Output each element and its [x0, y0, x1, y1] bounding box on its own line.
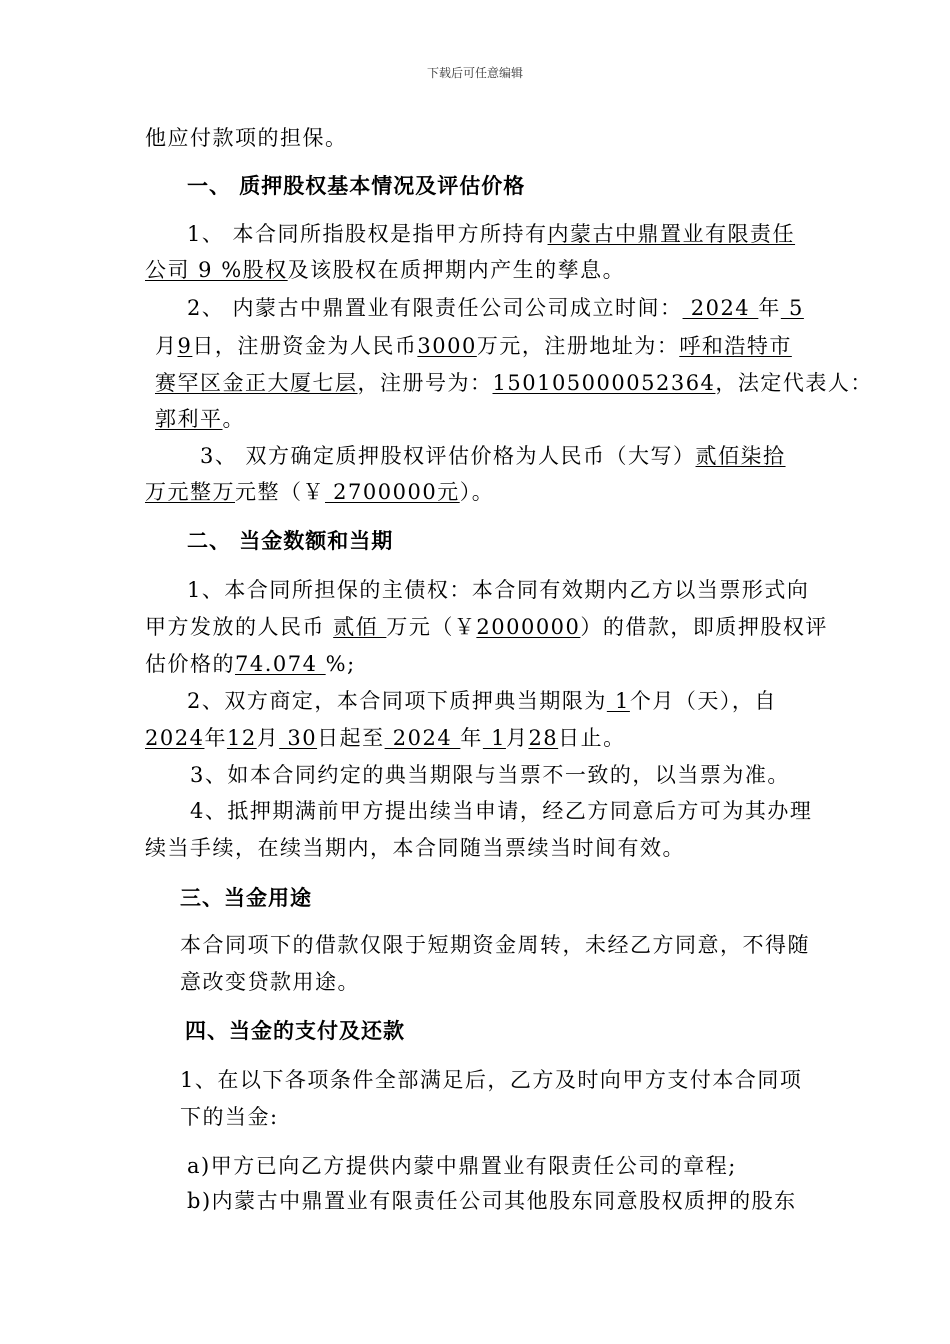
- section-heading-1: 一、 质押股权基本情况及评估价格: [187, 174, 526, 198]
- section-heading-2: 二、 当金数额和当期: [187, 529, 394, 553]
- paragraph-line: 他应付款项的担保。: [145, 126, 348, 150]
- page-header-note: 下载后可任意编辑: [426, 66, 523, 80]
- paragraph-line: 2、 内蒙古中鼎置业有限责任公司公司成立时间： 2024 年 5: [187, 296, 804, 320]
- paragraph-line: 续当手续，在续当期内，本合同随当票续当时间有效。: [145, 836, 685, 860]
- paragraph-line: 1、在以下各项条件全部满足后，乙方及时向甲方支付本合同项: [180, 1068, 803, 1092]
- list-item: b)内蒙古中鼎置业有限责任公司其他股东同意股权质押的股东: [187, 1189, 797, 1213]
- paragraph-line: 1、 本合同所指股权是指甲方所持有内蒙古中鼎置业有限责任: [187, 222, 796, 246]
- paragraph-line: 1、本合同所担保的主债权：本合同有效期内乙方以当票形式向: [187, 578, 810, 602]
- paragraph-line: 下的当金:: [180, 1105, 279, 1129]
- list-item: a)甲方已向乙方提供内蒙中鼎置业有限责任公司的章程;: [187, 1154, 737, 1178]
- paragraph-line: 万元整万元整（￥ 2700000元）。: [145, 480, 495, 504]
- paragraph-line: 公司 9 %股权及该股权在质押期内产生的孳息。: [145, 258, 626, 282]
- paragraph-line: 2、双方商定，本合同项下质押典当期限为 1个月（天），自: [187, 689, 777, 713]
- paragraph-line: 3、 双方确定质押股权评估价格为人民币（大写）贰佰柒拾: [200, 444, 786, 468]
- paragraph-line: 赛罕区金正大厦七层，注册号为：150105000052364，法定代表人：: [155, 371, 873, 395]
- paragraph-line: 甲方发放的人民币 贰佰 万元（￥2000000）的借款，即质押股权评: [145, 615, 828, 639]
- paragraph-line: 本合同项下的借款仅限于短期资金周转，未经乙方同意，不得随: [180, 933, 810, 957]
- paragraph-line: 4、抵押期满前甲方提出续当申请，经乙方同意后方可为其办理: [190, 799, 813, 823]
- paragraph-line: 郭利平。: [155, 407, 245, 431]
- section-heading-3: 三、当金用途: [180, 886, 312, 910]
- paragraph-line: 2024年12月 30日起至 2024 年 1月28日止。: [145, 726, 626, 750]
- paragraph-line: 月9日，注册资金为人民币3000万元，注册地址为：呼和浩特市: [155, 334, 792, 358]
- section-heading-4: 四、当金的支付及还款: [185, 1019, 405, 1043]
- paragraph-line: 意改变贷款用途。: [180, 970, 360, 994]
- paragraph-line: 3、如本合同约定的典当期限与当票不一致的，以当票为准。: [190, 763, 790, 787]
- paragraph-line: 估价格的74.074 %;: [145, 652, 356, 676]
